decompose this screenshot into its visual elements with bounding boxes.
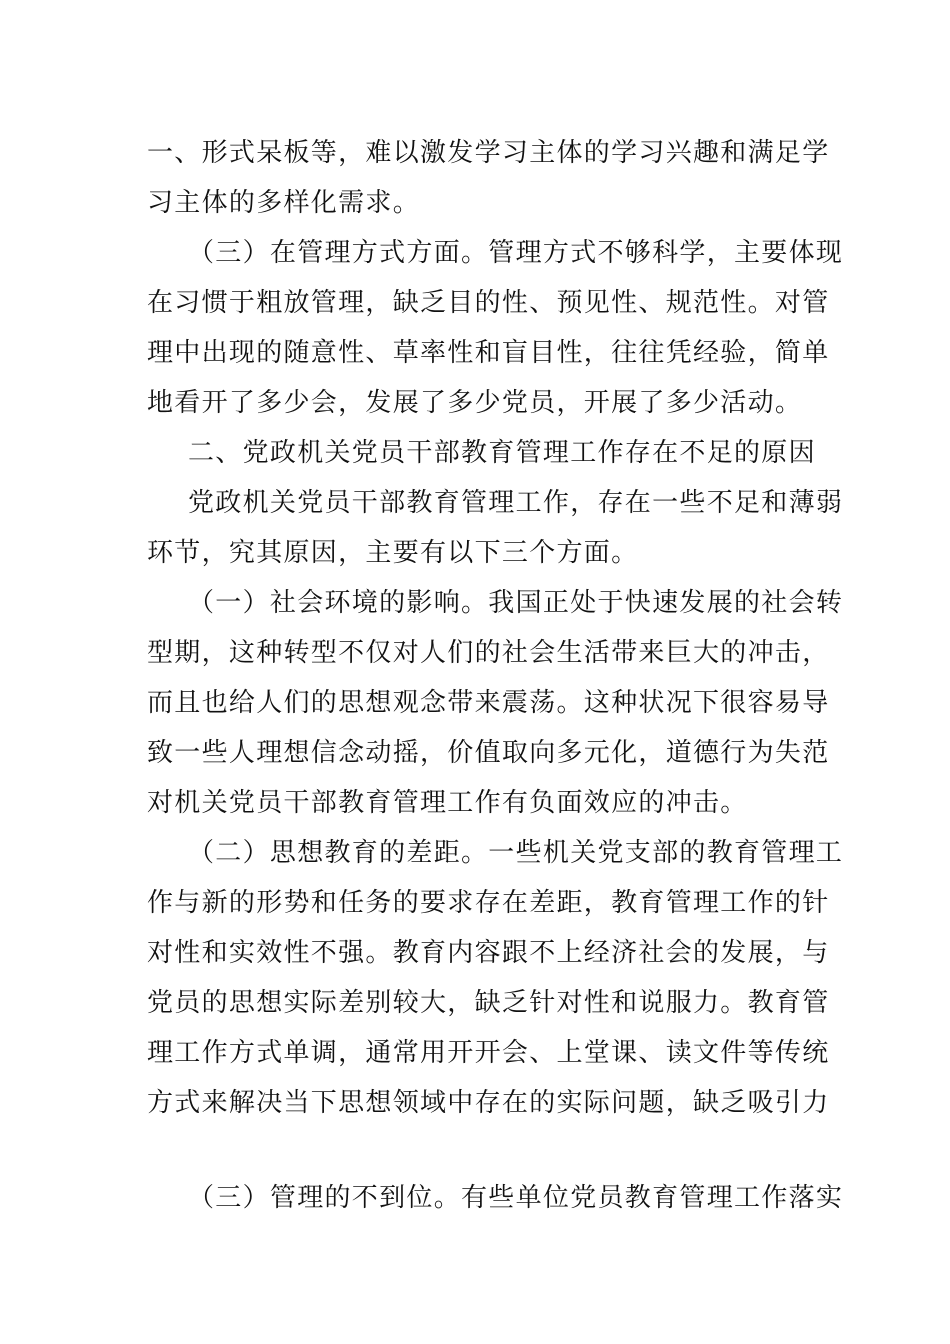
text-line: 党员的思想实际差别较大，缺乏针对性和说服力。教育管 (147, 988, 830, 1018)
section-heading: 二、党政机关党员干部教育管理工作存在不足的原因 (188, 438, 816, 468)
text-line: 党政机关党员干部教育管理工作，存在一些不足和薄弱 (188, 488, 844, 518)
text-line: 环节，究其原因，主要有以下三个方面。 (147, 538, 639, 568)
text-line: 理工作方式单调，通常用开开会、上堂课、读文件等传统 (147, 1038, 830, 1068)
text-line: 一、形式呆板等，难以激发学习主体的学习兴趣和满足学 (147, 138, 830, 168)
text-line: 对性和实效性不强。教育内容跟不上经济社会的发展，与 (147, 938, 830, 968)
text-line: 对机关党员干部教育管理工作有负面效应的冲击。 (147, 788, 748, 818)
text-line: 方式来解决当下思想领域中存在的实际问题，缺乏吸引力 (147, 1088, 830, 1118)
text-line: 地看开了多少会，发展了多少党员，开展了多少活动。 (147, 388, 803, 418)
text-line: 而且也给人们的思想观念带来震荡。这种状况下很容易导 (147, 688, 830, 718)
text-line: 理中出现的随意性、草率性和盲目性，往往凭经验，简单 (147, 338, 830, 368)
text-line: 型期，这种转型不仅对人们的社会生活带来巨大的冲击， (147, 638, 830, 668)
text-line: （二）思想教育的差距。一些机关党支部的教育管理工 (188, 838, 844, 868)
text-line: 致一些人理想信念动摇，价值取向多元化，道德行为失范 (147, 738, 830, 768)
text-line: （三）在管理方式方面。管理方式不够科学，主要体现 (188, 238, 844, 268)
text-line: 在习惯于粗放管理，缺乏目的性、预见性、规范性。对管 (147, 288, 830, 318)
text-line: 习主体的多样化需求。 (147, 188, 421, 218)
text-line: （三）管理的不到位。有些单位党员教育管理工作落实 (188, 1183, 844, 1213)
text-line: （一）社会环境的影响。我国正处于快速发展的社会转 (188, 588, 844, 618)
text-line: 作与新的形势和任务的要求存在差距，教育管理工作的针 (147, 888, 830, 918)
